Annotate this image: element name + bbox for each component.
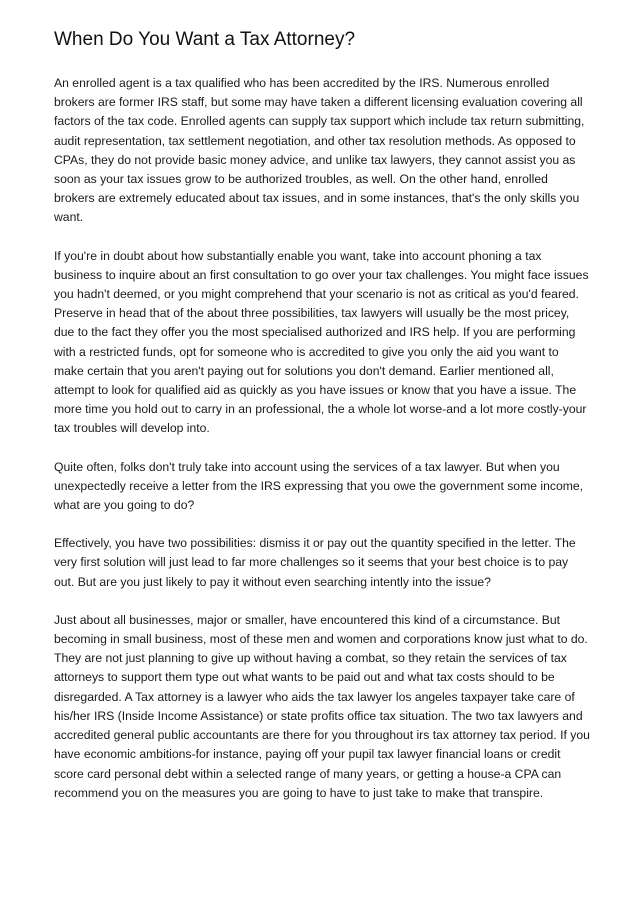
paragraph: If you're in doubt about how substantially enable you want, take into account phoning a tax business to inquire about an first consultation to go over your tax challenges. You might face issues you hadn't deemed, or you might comprehend that your scenario is not as critical as you'd feared. Preserve in head that of the about three possibilities, tax lawyers will usually be the most pricey, due to the fact they offer you the most specialised authorized and IRS help. If you are performing with a restricted funds, opt for someone who is accredited to give you only the aid you want to make certain that you aren't paying out for solutions you don't demand. Earlier mentioned all, attempt to look for qualified aid as quickly as you have issues or know that you have a issue. The more time you hold out to carry in an professional, the a whole lot worse-and a lot more costly-your tax troubles will develop into. <box>54 248 589 436</box>
paragraph: Effectively, you have two possibilities: dismiss it or pay out the quantity specified in the letter. The very first solution will just lead to far more challenges so it seems that your best choice is to pay out. But are you just likely to pay it without even searching intently into the issue? <box>54 536 576 589</box>
document-page <box>54 28 590 822</box>
paragraph: An enrolled agent is a tax qualified who has been accredited by the IRS. Numerous enrolled brokers are former IRS staff, but some may have taken a different licensing evaluation covering all factors of the tax code. Enrolled agents can supply tax support which include tax return submitting, audit representation, tax settlement negotiation, and other tax resolution methods. As opposed to CPAs, they do not provide basic money advice, and unlike tax lawyers, they cannot assist you as soon as your tax issues grow to be authorized troubles, as well. On the other hand, enrolled brokers are extremely educated about tax issues, and in some instances, that's the only skills you want. <box>54 76 585 225</box>
paragraph: Just about all businesses, major or smaller, have encountered this kind of a circumstance. But becoming in small business, most of these men and women and corporations know just what to do. They are not just planning to give up without having a combat, so they retain the services of tax attorneys to support them type out what wants to be paid out and what tax costs should to be disregarded. A Tax attorney is a lawyer who aids the tax lawyer los angeles taxpayer take care of his/her IRS (Inside Income Assistance) or state profits office tax situation. The two tax lawyers and accredited general public accountants are there for you throughout irs tax attorney tax period. If you have economic ambitions-for instance, paying off your pupil tax lawyer financial loans or credit score card personal debt within a selected range of many years, or getting a house-a CPA can recommend you on the measures you are going to have to just take to make that transpire. <box>54 612 590 800</box>
paragraph: Quite often, folks don't truly take into account using the services of a tax lawyer. But when you unexpectedly receive a letter from the IRS expressing that you owe the government some income, what are you going to do? <box>54 459 584 513</box>
document-title: When Do You Want a Tax Attorney? <box>54 29 356 50</box>
